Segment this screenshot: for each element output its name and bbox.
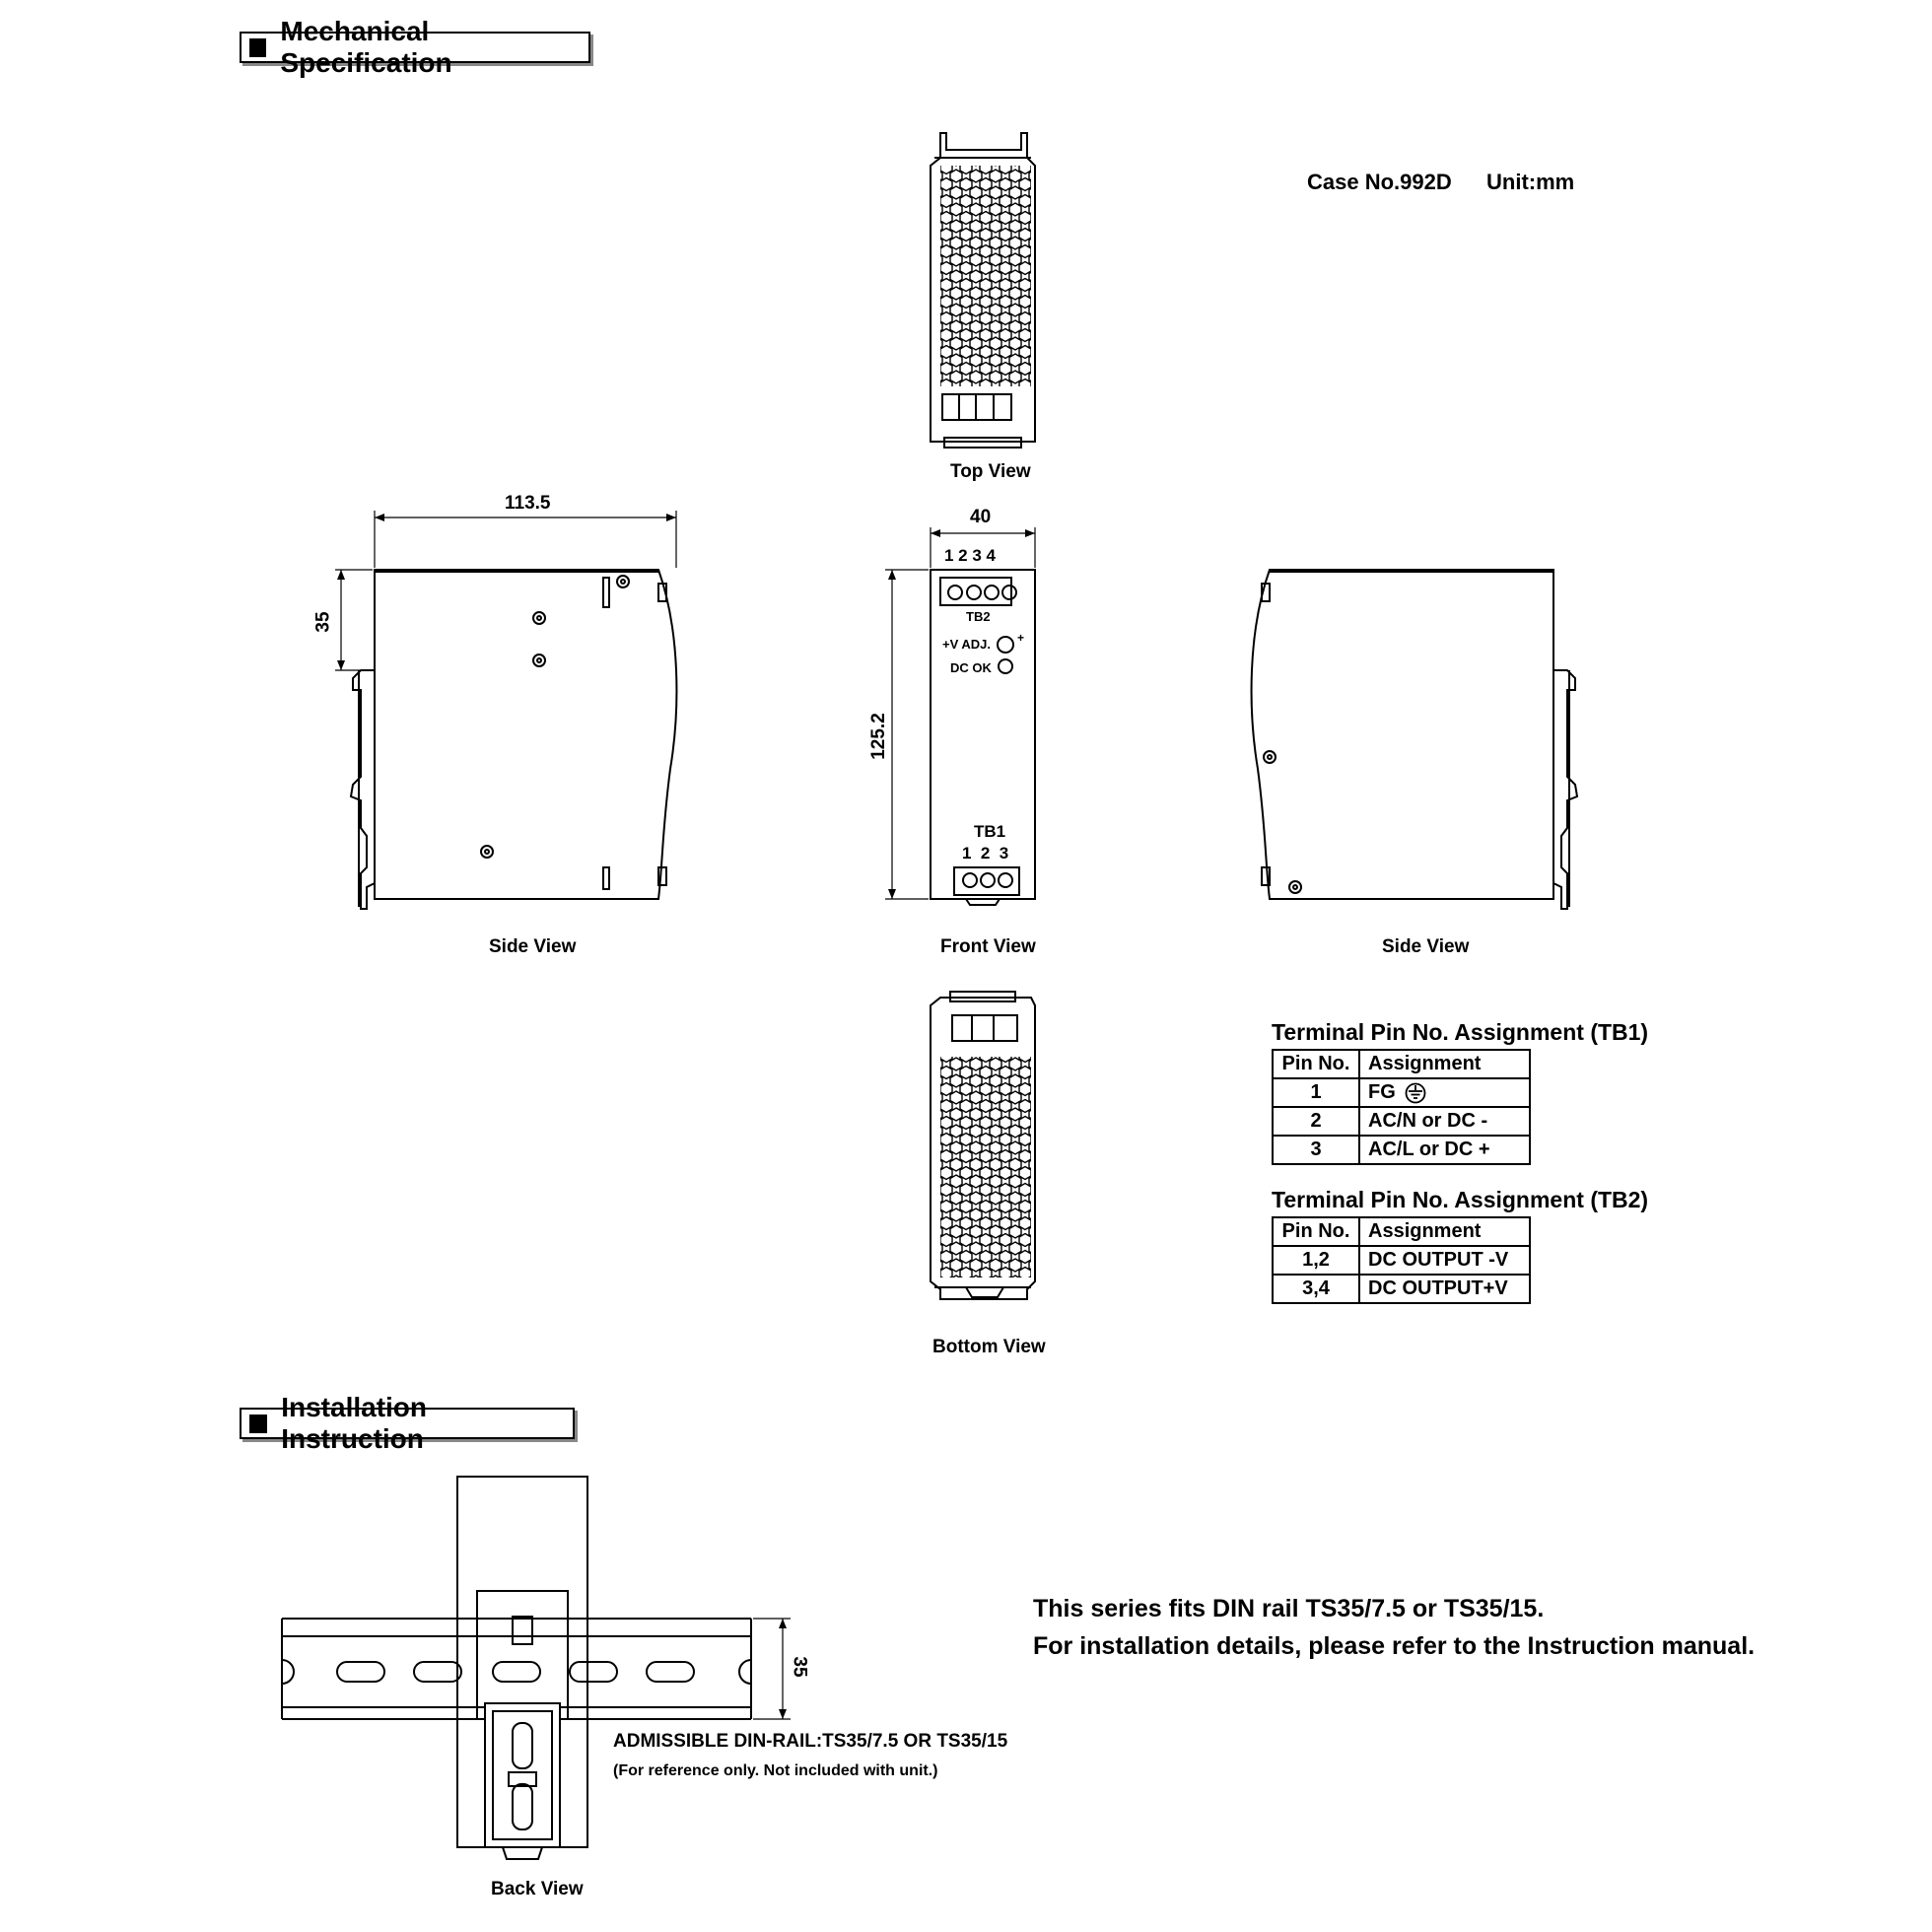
- tb2-table: [1272, 1216, 1531, 1304]
- pin-assignment: DC OUTPUT+V: [1359, 1275, 1530, 1303]
- vadj-label: +V ADJ.: [942, 637, 992, 652]
- table-header-cell: Assignment: [1359, 1217, 1530, 1246]
- table-header-cell: Assignment: [1359, 1050, 1530, 1078]
- tb2-pin-numbers: 1 2 3 4: [944, 546, 996, 565]
- table-header-cell: Pin No.: [1273, 1050, 1359, 1078]
- installation-title: Installation Instruction: [281, 1392, 428, 1454]
- bottom-view-drawing: [931, 992, 1035, 1299]
- dimension-depth: 113.5: [505, 493, 551, 514]
- unit-label: Unit:mm: [1486, 170, 1575, 194]
- table-row: [1273, 1246, 1530, 1275]
- install-line-2: For installation details, please refer to the Instruction manual.: [1033, 1632, 1756, 1660]
- case-number: Case No.992D: [1307, 170, 1452, 194]
- right-side-view-label: Side View: [1382, 936, 1470, 957]
- dimension-height: 125.2: [867, 713, 889, 760]
- assignment-text: FG: [1368, 1081, 1396, 1103]
- dcok-label: DC OK: [950, 660, 992, 675]
- ground-icon: [1405, 1082, 1426, 1104]
- left-side-view-label: Side View: [489, 936, 577, 957]
- tb2-label: TB2: [966, 609, 991, 624]
- dimension-rail-height: 35: [789, 1656, 810, 1678]
- pin-number: 1: [1273, 1078, 1359, 1107]
- dimension-rail-offset: 35: [312, 611, 334, 633]
- table-row: [1273, 1275, 1530, 1303]
- din-rail-label: ADMISSIBLE DIN-RAIL:TS35/7.5 OR TS35/15: [613, 1731, 1008, 1752]
- tb1-label: TB1: [974, 822, 1006, 841]
- tb1-pin-numbers: 1 2 3: [962, 844, 1009, 862]
- pin-assignment: AC/N or DC -: [1359, 1107, 1530, 1136]
- table-row: [1273, 1136, 1530, 1164]
- vadj-plus: +: [1017, 631, 1025, 645]
- bottom-view-label: Bottom View: [932, 1337, 1046, 1357]
- table-row: [1273, 1078, 1530, 1107]
- table-header-row: [1273, 1217, 1530, 1246]
- table-header-row: [1273, 1050, 1530, 1078]
- back-view-drawing: [282, 1477, 791, 1859]
- front-view-label: Front View: [940, 936, 1036, 957]
- pin-assignment: DC OUTPUT -V: [1359, 1246, 1530, 1275]
- tb1-table: [1272, 1049, 1531, 1165]
- back-view-label: Back View: [491, 1879, 584, 1899]
- top-view-label: Top View: [950, 461, 1031, 482]
- tb1-table-title: Terminal Pin No. Assignment (TB1): [1272, 1019, 1649, 1045]
- table-header-cell: Pin No.: [1273, 1217, 1359, 1246]
- dimension-width: 40: [970, 507, 992, 527]
- install-line-1: This series fits DIN rail TS35/7.5 or TS35/15.: [1033, 1595, 1545, 1622]
- pin-number: 3: [1273, 1136, 1359, 1164]
- left-side-view-drawing: [335, 511, 676, 909]
- pin-assignment: [1359, 1078, 1530, 1107]
- top-view-drawing: [931, 133, 1035, 448]
- mechanical-spec-title: Mechanical Specification: [280, 16, 452, 78]
- pin-number: 1,2: [1273, 1246, 1359, 1275]
- right-side-view-drawing: [1252, 570, 1577, 909]
- tb2-table-title: Terminal Pin No. Assignment (TB2): [1272, 1187, 1649, 1212]
- pin-number: 2: [1273, 1107, 1359, 1136]
- pin-assignment: AC/L or DC +: [1359, 1136, 1530, 1164]
- front-view-drawing: [885, 527, 1035, 905]
- table-row: [1273, 1107, 1530, 1136]
- din-rail-note: (For reference only. Not included with unit.): [613, 1762, 938, 1779]
- pin-number: 3,4: [1273, 1275, 1359, 1303]
